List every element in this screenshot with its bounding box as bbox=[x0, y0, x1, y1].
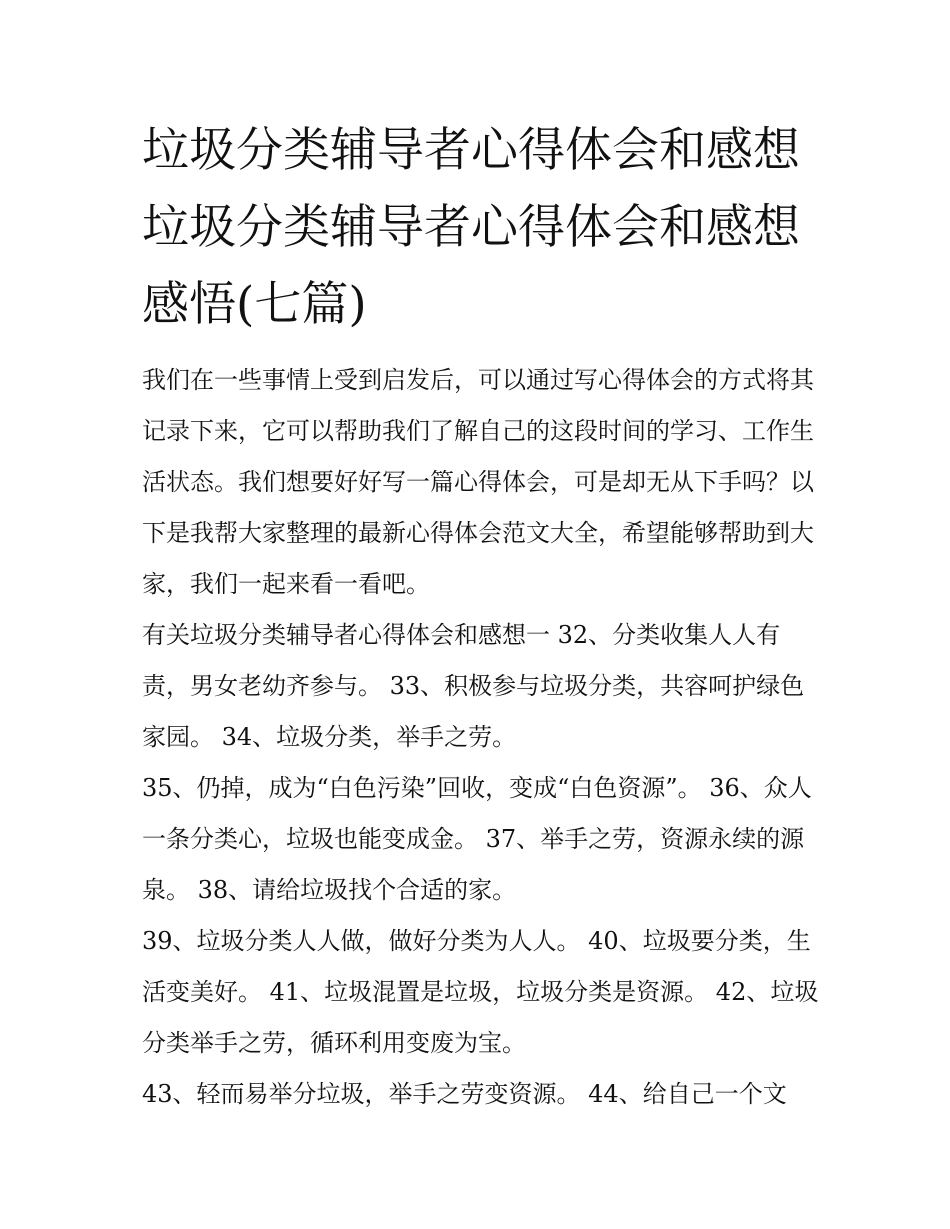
document-page bbox=[142, 112, 822, 1120]
body-paragraph-3: 39、垃圾分类人人做，做好分类为人人。 40、垃圾要分类，生活变美好。 41、垃圾混置是垃圾，垃圾分类是资源。 42、垃圾分类举手之劳，循环利用变废为宝。 bbox=[142, 927, 819, 1057]
body-paragraph-1: 有关垃圾分类辅导者心得体会和感想一 32、分类收集人人有责，男女老幼齐参与。 33、积极参与垃圾分类，共容呵护绿色家园。 34、垃圾分类，举手之劳。 bbox=[142, 621, 805, 751]
body-paragraph-4: 43、轻而易举分垃圾，举手之劳变资源。 44、给自己一个文 bbox=[142, 1080, 787, 1108]
document-title: 垃圾分类辅导者心得体会和感想 垃圾分类辅导者心得体会和感想感悟(七篇) bbox=[142, 123, 800, 332]
intro-paragraph: 我们在一些事情上受到启发后，可以通过写心得体会的方式将其记录下来，它可以帮助我们了解自己的这段时间的学习、工作生活状态。我们想要好好写一篇心得体会，可是却无从下手吗？以下是我帮大家整理的最新心得体会范文大全，希望能够帮助到大家，我们一起来看一看吧。 bbox=[142, 366, 814, 598]
body-paragraph-2: 35、仍掉，成为“白色污染”回收，变成“白色资源”。 36、众人一条分类心，垃圾也能变成金。 37、举手之劳，资源永续的源泉。 38、请给垃圾找个合适的家。 bbox=[142, 774, 812, 904]
